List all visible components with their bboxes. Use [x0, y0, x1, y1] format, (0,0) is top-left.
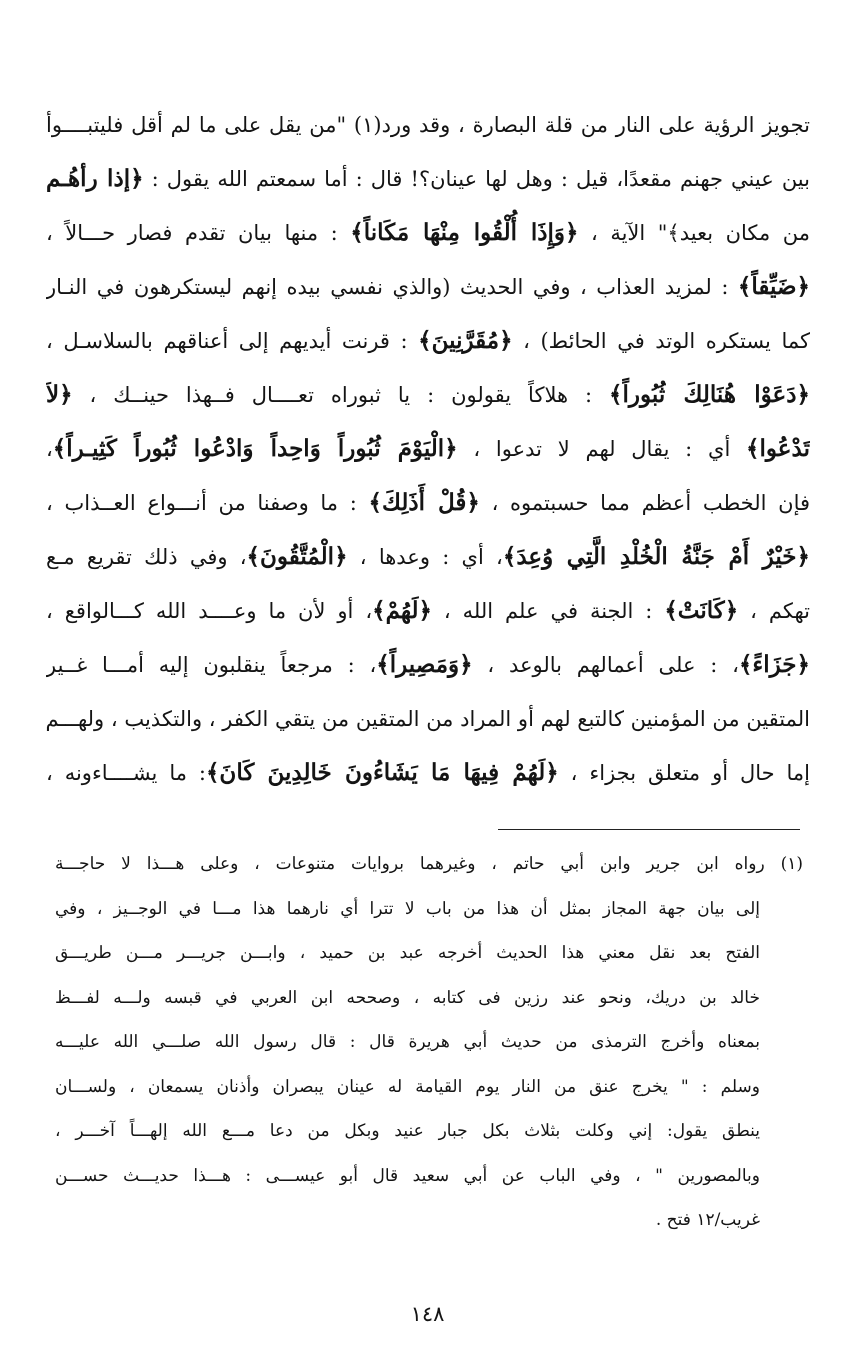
text-line	[46, 530, 810, 584]
footnote-divider	[498, 829, 800, 830]
text-segment: تجويز الرؤية على النار من قلة البصارة ، وقد ورد(١) "من يقل على ما لم أقل فليتبــــوأ	[46, 113, 810, 137]
text-segment: ، : مرجعاً ينقلبون إليه أمـــا غــير	[46, 653, 377, 677]
text-line	[46, 260, 810, 314]
footnote-line: خالد بن دريك، ونحو عند رزين فى كتابه ، وصححه ابن العربي في قبسه ولـــه لفـــظ	[55, 987, 760, 1008]
text-segment: : هلاكاً يقولون : يا ثبوراه تعــــال فــهذا حينــك ،	[72, 383, 610, 407]
quran-quote: تَدْعُوا﴾	[746, 435, 810, 462]
text-segment: تهكم ،	[738, 599, 810, 623]
footnote-line: ينطق يقول: إني وكلت بثلاث بكل جبار عنيد وبكل من دعا مـــع الله إلهـــاً آخـــر ،	[55, 1121, 760, 1141]
text-segment: ، أو لأن ما وعــــد الله كـــالواقع ،	[46, 599, 373, 623]
text-segment: : منها بيان تقدم فصار حـــالاً ،	[46, 221, 351, 245]
quran-quote: ﴿قُلْ أَذَلِكَ﴾	[368, 489, 480, 516]
quran-quote: ﴿لَهُمْ فِيهَا مَا يَشَاءُونَ خَالِدِينَ كَانَ﴾	[205, 759, 559, 786]
quran-quote: ﴿الْمُتَّقُونَ﴾	[246, 543, 348, 570]
quran-quote: ﴿جَزَاءً﴾	[738, 651, 810, 678]
quran-quote: ﴿مُقَرَّنِينَ﴾	[418, 327, 513, 354]
text-segment: ، وفي ذلك تقريع مـع	[46, 545, 247, 569]
footnote-line: غريب/١٢ فتح .	[655, 1210, 760, 1230]
quran-quote: ﴿وَمَصِيراً﴾	[376, 651, 473, 678]
footnote-line: إلى بيان جهة المجاز بمثل أن هذا من باب لا تترا أي نارهما هذا مـــا في الوجــيز ، وفي	[55, 898, 760, 919]
footnote-line: (١) رواه ابن جرير وابن أبي حاتم ، وغيرهما بروايات متنوعات ، وعلى هـــذا لا حاجـــة	[55, 854, 803, 874]
text-segment: أي : يقال لهم لا تدعوا ،	[457, 437, 747, 461]
text-segment: كما يستكره الوتد في الحائط) ،	[512, 329, 810, 353]
text-line	[46, 368, 810, 422]
text-line	[46, 584, 810, 638]
footnotes	[55, 842, 803, 1243]
footnote-line: وسلم : " يخرج عنق من النار يوم القيامة له عينان يبصران وأذنان يسمعان ، ولســـان	[55, 1076, 760, 1097]
text-line	[46, 422, 810, 476]
quran-quote: ﴿إذا رأهُـم	[46, 165, 144, 192]
quran-quote: ﴿لاَ	[46, 381, 73, 408]
text-line	[46, 206, 810, 260]
quran-quote: ﴿دَعَوْا هُنَالِكَ ثُبُوراً﴾	[609, 381, 810, 408]
footnote-line: الفتح بعد نقل معني هذا الحديث أخرجه عبد بن حميد ، وابـــن جريـــر مـــن طريـــق	[55, 943, 760, 963]
text-segment: ، أي : وعدها ،	[347, 545, 503, 569]
text-segment: فإن الخطب أعظم مما حسبتموه ،	[479, 491, 810, 515]
quran-quote: ﴿خَيْرٌ أَمْ جَنَّةُ الْخُلْدِ الَّتِي وُعِدَ﴾	[502, 543, 810, 570]
text-segment: : الجنة في علم الله ،	[431, 599, 665, 623]
text-line	[46, 746, 810, 800]
text-line	[46, 314, 810, 368]
text-segment: بين عيني جهنم مقعدًا، قيل : وهل لها عينان؟! قال : أما سمعتم الله يقول :	[143, 167, 810, 191]
text-segment: ،	[46, 437, 53, 461]
footnote-line: وبالمصورين " ، وفي الباب عن أبي سعيد قال أبو عيســـى : هـــذا حديـــث حســـن	[55, 1165, 760, 1186]
page-number: ١٤٨	[410, 1302, 445, 1326]
quran-quote: ﴿الْيَوْمَ ثُبُوراً وَاحِداً وَادْعُوا ثُبُوراً كَثِيـراً﴾	[52, 435, 458, 462]
footnote-line: بمعناه وأخرج الترمذى من حديث أبي هريرة قال : قال رسول الله صلـــي الله عليـــه	[55, 1032, 760, 1052]
text-segment: المتقين من المؤمنين كالتبع لهم أو المراد من المتقين من يتقي الكفر ، والتكذيب ، ولهـــم	[46, 707, 810, 731]
text-segment: إما حال أو متعلق بجزاء ،	[558, 761, 810, 785]
main-text	[46, 98, 810, 800]
text-line	[46, 692, 810, 746]
text-line	[46, 152, 810, 206]
text-segment: : لمزيد العذاب ، وفي الحديث (والذي نفسي بيده إنهم ليستكرهون في النـار	[46, 275, 738, 299]
text-segment: : ما وصفنا من أنـــواع العــذاب ،	[46, 491, 369, 515]
text-segment: من مكان بعيد﴾" الآية ،	[578, 221, 810, 245]
text-segment: : ما يشــــاءونه ،	[46, 761, 206, 785]
quran-quote: ﴿ضَيِّقاً﴾	[737, 273, 810, 300]
quran-quote: ﴿وَإِذَا أُلْقُوا مِنْهَا مَكَاناً﴾	[350, 219, 579, 246]
text-line	[46, 476, 810, 530]
text-line	[46, 98, 810, 152]
text-segment: : قرنت أيديهم إلى أعناقهم بالسلاسـل ،	[46, 329, 419, 353]
quran-quote: ﴿لَهُمْ﴾	[372, 597, 432, 624]
quran-quote: ﴿كَانَتْ﴾	[664, 597, 739, 624]
text-line	[46, 638, 810, 692]
text-segment: ، : على أعمالهم بالوعد ،	[472, 653, 739, 677]
